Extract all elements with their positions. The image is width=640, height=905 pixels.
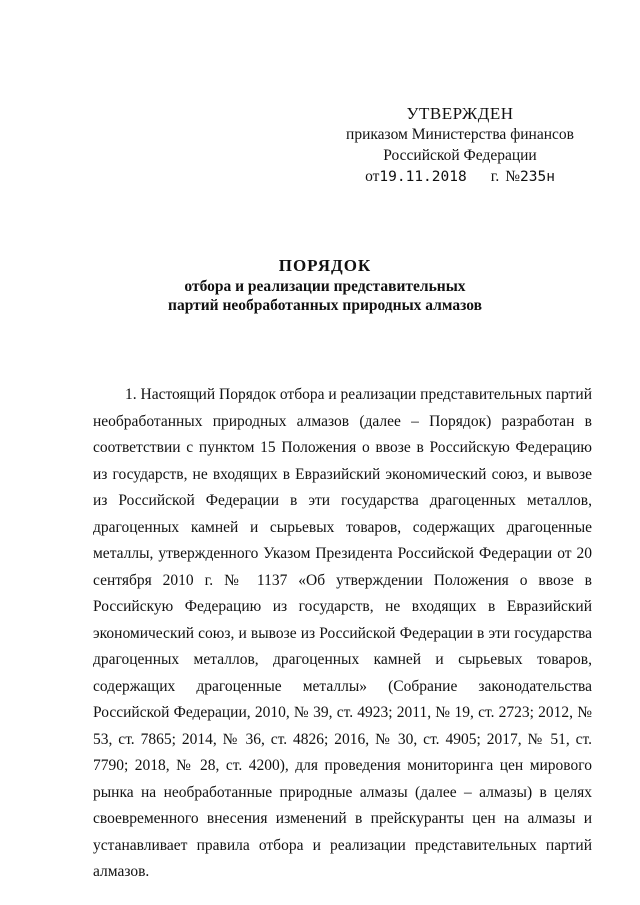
approval-date-line (330, 166, 590, 188)
approval-stamp: УТВЕРЖДЕН (406, 104, 514, 123)
approval-date: 19.11.2018 (379, 169, 467, 185)
paragraph-1: 1. Настоящий Порядок отбора и реализации представительных партий необработанных природных алмазов (далее – Порядок) разработан в соответствии с пунктом 15 Положения о ввозе в Российскую Федерацию из государств, не входящих в Евразийский экономический союз, и вывозе из Российской Федерации в эти государства драгоценных металлов, драгоценных камней и сырьевых товаров, содержащих драгоценные металлы, утвержденного Указом Президента Российской Федерации от 20 сентября 2010 г. № 1137 «Об утверждении Положения о ввозе в Российскую Федерацию из государств, не входящих в Евразийский экономический союз, и вывозе из Российской Федерации в эти государства драгоценных металлов, драгоценных камней и сырьевых товаров, содержащих драгоценные металлы» (Собрание законодательства Российской Федерации, 2010, № 39, ст. 4923; 2011, № 19, ст. 2723; 2012, № 53, ст. 7865; 2014, № 36, ст. 4826; 2016, № 30, ст. 4905; 2017, № 51, ст. 7790; 2018, № 28, ст. 4200), для проведения мониторинга цен мирового рынка на необработанные природные алмазы (далее – алмазы) в целях своевременного внесения изменений в прейскуранты цен на алмазы и устанавливает правила отбора и реализации представительных партий алмазов. (93, 386, 592, 880)
year-suffix: г. (490, 168, 500, 185)
number-prefix: № (505, 168, 520, 185)
approval-block (330, 103, 590, 188)
title-main: ПОРЯДОК (278, 256, 372, 275)
approval-number: 235н (520, 169, 555, 185)
date-prefix: от (365, 168, 380, 185)
approval-ministry-line: Российской Федерации (383, 147, 537, 164)
approval-order-line: приказом Министерства финансов (346, 126, 574, 143)
title-line-1: отбора и реализации представительных (184, 278, 466, 295)
document-title (60, 255, 590, 315)
title-line-2: партий необработанных природных алмазов (168, 297, 482, 314)
